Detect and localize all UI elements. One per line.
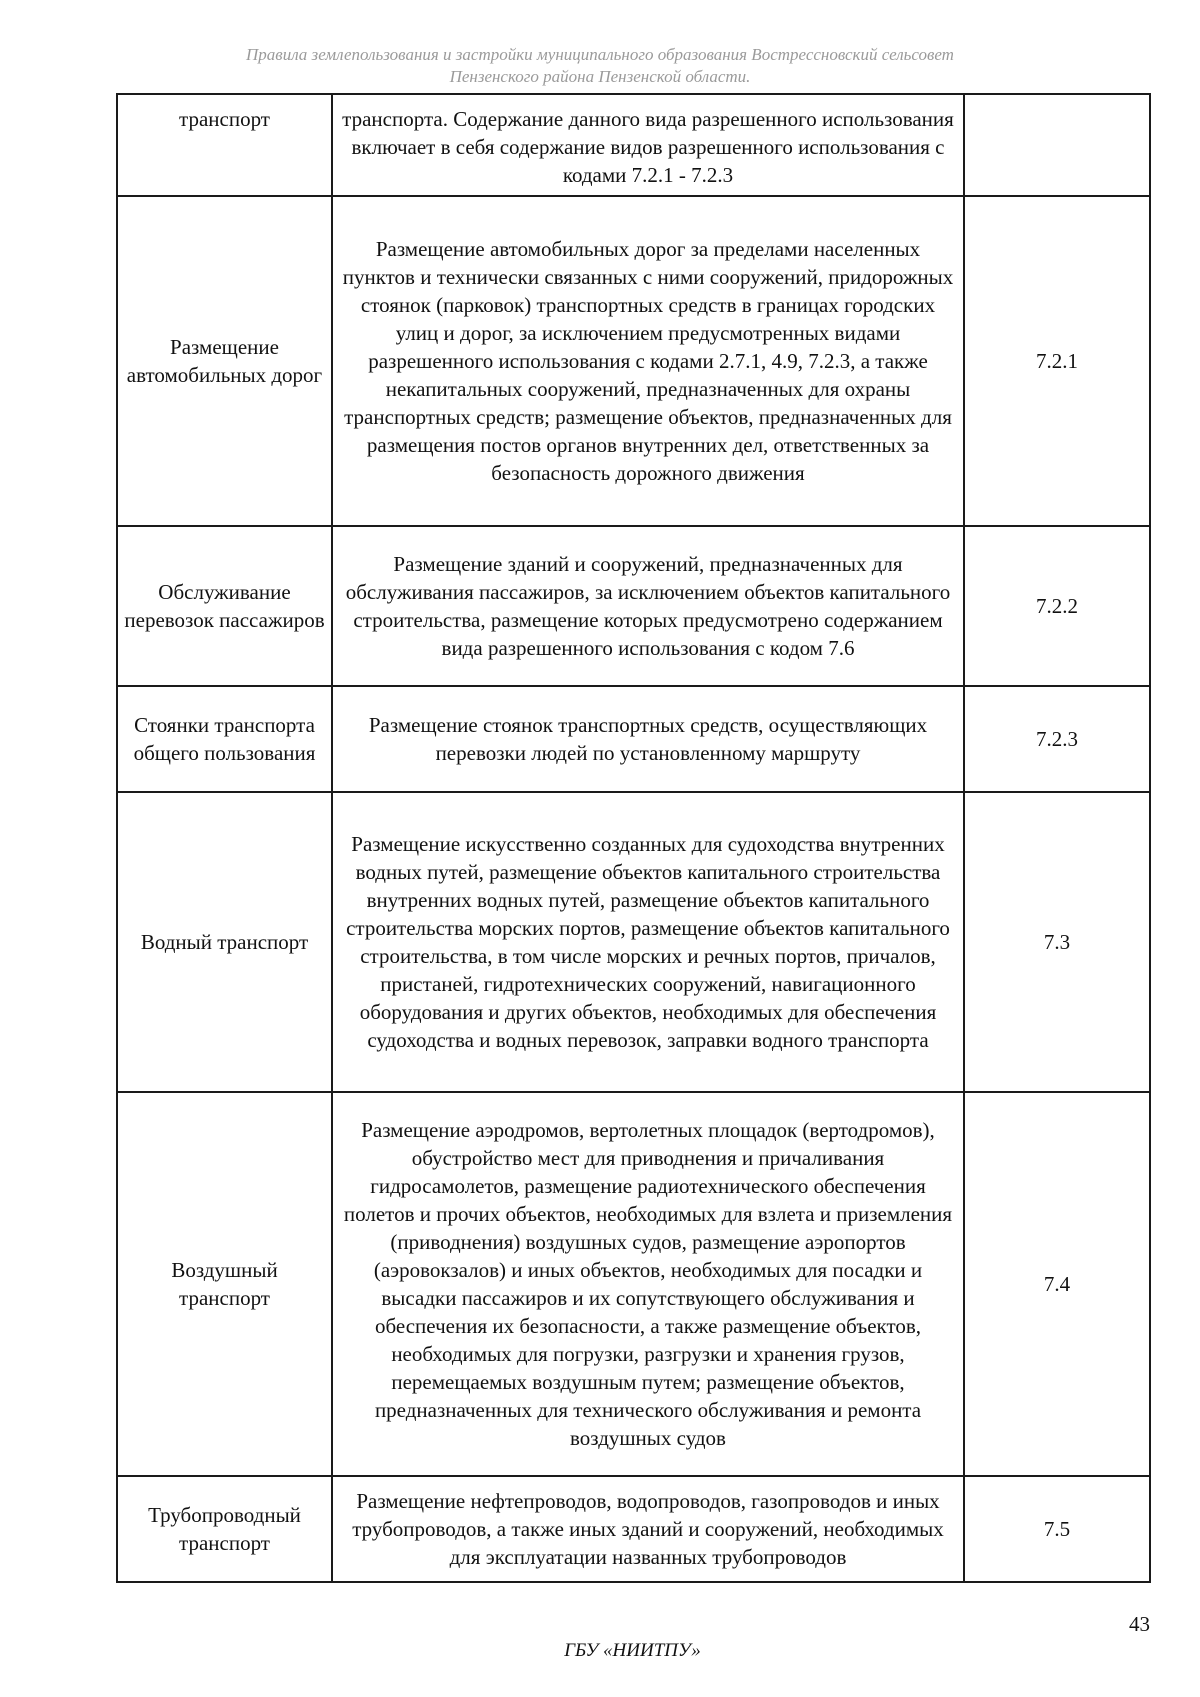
use-name-cell: Размещение автомобильных дорог — [117, 196, 332, 526]
table-row — [117, 1476, 1150, 1582]
use-code-cell: 7.4 — [964, 1092, 1150, 1476]
use-name-cell: Обслуживание перевозок пассажиров — [117, 526, 332, 686]
use-description-cell: Размещение аэродромов, вертолетных площадок (вертодромов), обустройство мест для приводнения и причаливания гидросамолетов, размещение радиотехнического обеспечения полетов и прочих объектов, необходимых для взлета и приземления (приводнения) воздушных судов, размещение аэропортов (аэровокзалов) и иных объектов, необходимых для посадки и высадки пассажиров и их сопутствующего обслуживания и обеспечения их безопасности, а также размещение объектов, необходимых для погрузки, разгрузки и хранения грузов, перемещаемых воздушным путем; размещение объектов, предназначенных для технического обслуживания и ремонта воздушных судов — [332, 1092, 964, 1476]
use-name-cell: Воздушный транспорт — [117, 1092, 332, 1476]
use-name-cell: Водный транспорт — [117, 792, 332, 1092]
use-description-cell: Размещение стоянок транспортных средств, осуществляющих перевозки людей по установленному маршруту — [332, 686, 964, 792]
table-row — [117, 526, 1150, 686]
use-name-cell: транспорт — [117, 94, 332, 196]
table-row — [117, 686, 1150, 792]
use-code-cell — [964, 94, 1150, 196]
use-code-cell: 7.2.1 — [964, 196, 1150, 526]
use-description-cell: Размещение зданий и сооружений, предназначенных для обслуживания пассажиров, за исключением объектов капитального строительства, размещение которых предусмотрено содержанием вида разрешенного использования с кодом 7.6 — [332, 526, 964, 686]
use-name-cell: Стоянки транспорта общего пользования — [117, 686, 332, 792]
page-footer: ГБУ «НИИТПУ» — [564, 1640, 701, 1661]
permitted-use-table — [116, 93, 1151, 1583]
use-code-cell: 7.5 — [964, 1476, 1150, 1582]
use-description-cell: Размещение нефтепроводов, водопроводов, газопроводов и иных трубопроводов, а также иных зданий и сооружений, необходимых для эксплуатации названных трубопроводов — [332, 1476, 964, 1582]
header-line-1: Правила землепользования и застройки муниципального образования Вострессновский сельсовет — [246, 45, 954, 64]
table-row — [117, 792, 1150, 1092]
use-code-cell: 7.3 — [964, 792, 1150, 1092]
use-code-cell: 7.2.2 — [964, 526, 1150, 686]
table-row — [117, 94, 1150, 196]
use-name-cell: Трубопроводный транспорт — [117, 1476, 332, 1582]
page-header — [150, 44, 1050, 88]
page-number: 43 — [1129, 1612, 1150, 1636]
header-line-2: Пензенского района Пензенской области. — [449, 67, 751, 86]
use-code-cell: 7.2.3 — [964, 686, 1150, 792]
table-row — [117, 196, 1150, 526]
table-row — [117, 1092, 1150, 1476]
use-description-cell: транспорта. Содержание данного вида разрешенного использования включает в себя содержание видов разрешенного использования с кодами 7.2.1 - 7.2.3 — [332, 94, 964, 196]
use-description-cell: Размещение автомобильных дорог за пределами населенных пунктов и технически связанных с ними сооружений, придорожных стоянок (парковок) транспортных средств в границах городских улиц и дорог, за исключением предусмотренных видами разрешенного использования с кодами 2.7.1, 4.9, 7.2.3, а также некапитальных сооружений, предназначенных для охраны транспортных средств; размещение объектов, предназначенных для размещения постов органов внутренних дел, ответственных за безопасность дорожного движения — [332, 196, 964, 526]
use-description-cell: Размещение искусственно созданных для судоходства внутренних водных путей, размещение объектов капитального строительства внутренних водных путей, размещение объектов капитального строительства морских портов, размещение объектов капитального строительства, в том числе морских и речных портов, причалов, пристаней, гидротехнических сооружений, навигационного оборудования и других объектов, необходимых для обеспечения судоходства и водных перевозок, заправки водного транспорта — [332, 792, 964, 1092]
